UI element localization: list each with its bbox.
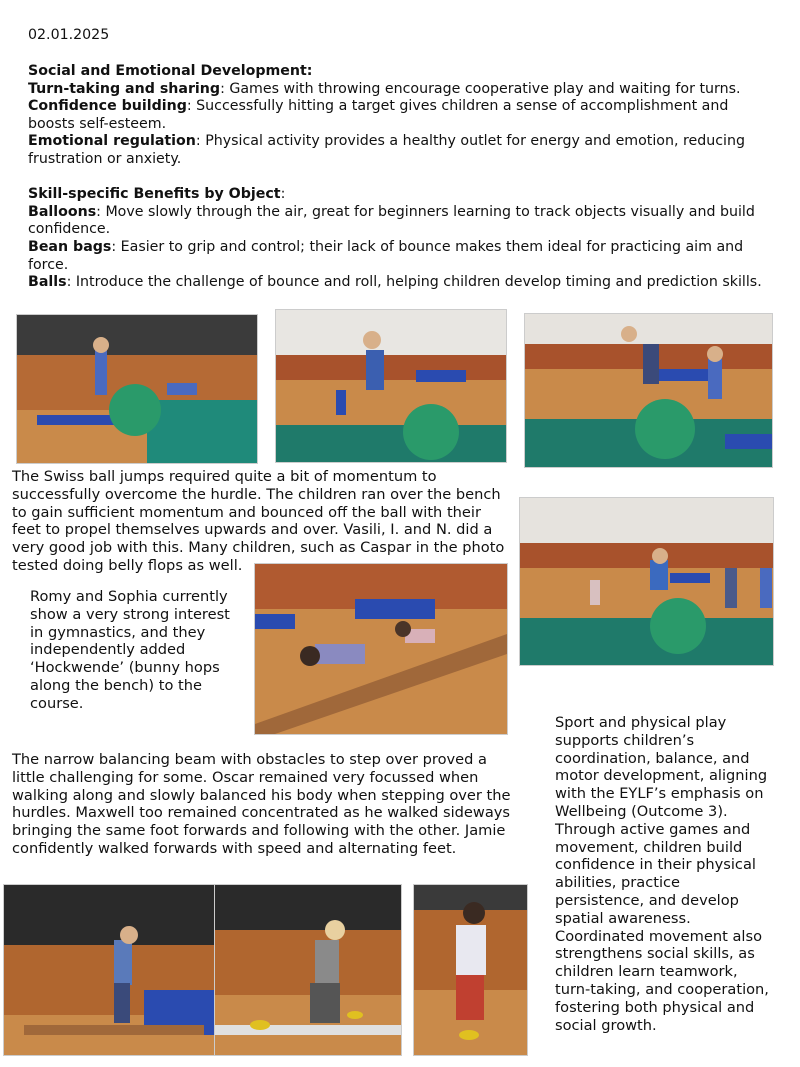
caption-swiss-ball: The Swiss ball jumps required quite a bit of momentum to successfully overcome the hurdle. The children ran over the bench to gain sufficient momentum and bounced off the ball with their feet to propel themselves upwards and over. Vasili, I. and N. did a very good job with this. Many children, such as Caspar in the photo tested doing belly flops as well. [12,468,505,574]
skills-item: Balls: Introduce the challenge of bounce and roll, helping children develop timing and prediction skills. [28,274,762,291]
caption-gymnastics: Romy and Sophia currently show a very strong interest in gymnastics, and they independently added ‘Hockwende’ (bunny hops along the bench) to the course. [30,588,230,712]
photo-beam-3 [413,884,528,1056]
social-item: Turn-taking and sharing: Games with throwing encourage cooperative play and waiting for turns. [28,80,741,97]
photo-bunny-hops [254,563,508,735]
photo-beam-1 [3,884,216,1056]
date: 02.01.2025 [28,27,110,43]
photo-beam-2 [214,884,402,1056]
skills-item: Balloons: Move slowly through the air, great for beginners learning to track objects visually and build confidence. [28,203,755,238]
photo-swiss-ball-3 [524,313,773,468]
skills-item: Bean bags: Easier to grip and control; their lack of bounce makes them ideal for practicing aim and force. [28,238,744,273]
social-heading: Social and Emotional Development: [28,63,313,79]
caption-beam: The narrow balancing beam with obstacles to step over proved a little challenging for some. Oscar remained very focussed when walking along and slowly balanced his body when stepping over the hurdles. Maxwell too remained concentrated as he walked sideways bringing the same foot forwards and following with the other. Jamie confidently walked forwards with speed and alternating feet. [12,751,511,857]
photo-swiss-ball-2 [275,309,507,463]
photo-swiss-ball-1 [16,314,258,464]
photo-swiss-ball-4 [519,497,774,666]
skills-heading: Skill-specific Benefits by Object [28,186,281,203]
social-item: Emotional regulation: Physical activity provides a healthy outlet for energy and emotion, reducing frustration or anxiety. [28,133,745,167]
caption-eylf: Sport and physical play supports children’s coordination, balance, and motor development, aligning with the EYLF’s emphasis on Wellbeing (Outcome 3). Through active games and movement, children build confidence in their physical abilities, practice persistence, and develop spatial awareness. Coordinated movement also strengthens social skills, as children learn teamwork, turn-taking, and cooperation, fostering both physical and social growth. [555,714,769,1034]
social-item: Confidence building: Successfully hitting a target gives children a sense of accomplishment and boosts self-esteem. [28,98,729,132]
social-section: Social and Emotional Development: Turn-taking and sharing: Games with throwing encourage cooperative play and waiting for turns. Confidence building: Successfully hitting a target gives children a sense of accomplishment and boosts self-esteem. Emotional regulation: Physical activity provides a healthy outlet for energy and emotion, reducing frustration or anxiety. Skill-specific Benefits by Object: Balloons: Move slowly through the air, great for beginners learning to track objects visually and build confidence. Bean bags: Easier to grip and control; their lack of bounce makes them ideal for practicing aim and force. Balls: Introduce the challenge of bounce and roll, helping children develop timing and prediction skills. [28,63,773,292]
